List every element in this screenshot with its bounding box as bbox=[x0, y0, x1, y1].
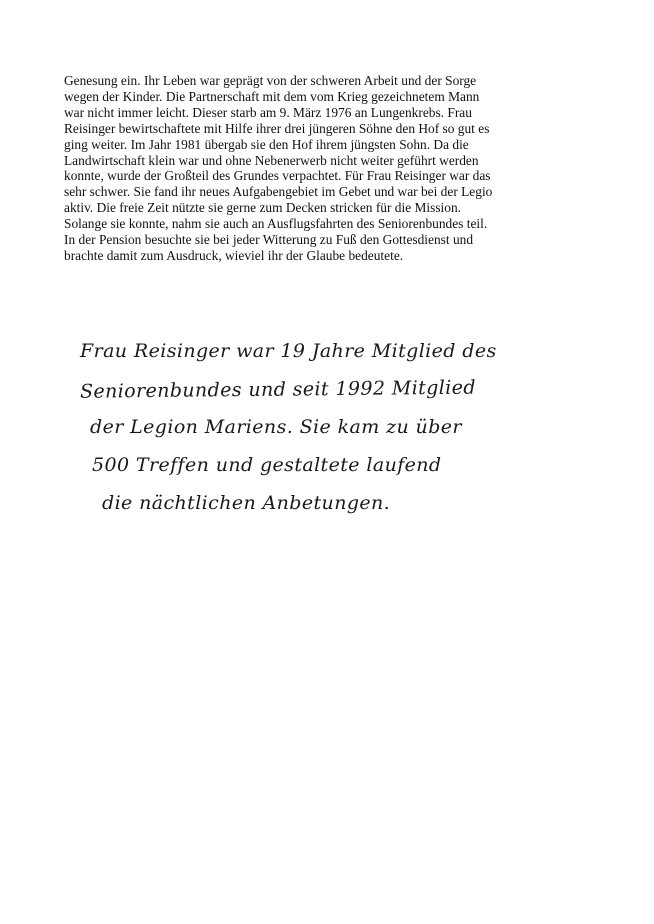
typed-line: brachte damit zum Ausdruck, wieviel ihr der Glaube bedeutete. bbox=[64, 247, 404, 263]
typed-line: Reisinger bewirtschaftete mit Hilfe ihrer drei jüngeren Söhne den Hof so gut es bbox=[64, 120, 490, 136]
typed-line: wegen der Kinder. Die Partnerschaft mit dem vom Krieg gezeichnetem Mann bbox=[64, 88, 480, 104]
typed-paragraph bbox=[64, 73, 594, 264]
handwritten-line: Frau Reisinger war 19 Jahre Mitglied des bbox=[80, 340, 497, 362]
typed-line: Landwirtschaft klein war und ohne Nebenerwerb nicht weiter geführt werden bbox=[64, 152, 479, 168]
typed-line: sehr schwer. Sie fand ihr neues Aufgabengebiet im Gebet und war bei der Legio bbox=[64, 184, 493, 200]
handwritten-line: der Legion Mariens. Sie kam zu über bbox=[90, 416, 462, 438]
typed-line: Genesung ein. Ihr Leben war geprägt von der schweren Arbeit und der Sorge bbox=[64, 73, 477, 88]
typed-line: konnte, wurde der Großteil des Grundes verpachtet. Für Frau Reisinger war das bbox=[64, 168, 491, 184]
handwritten-line: 500 Treffen und gestaltete laufend bbox=[92, 454, 442, 476]
typed-line: war nicht immer leicht. Dieser starb am 9. März 1976 an Lungenkrebs. Frau bbox=[64, 104, 472, 120]
handwritten-line: Seniorenbundes und seit 1992 Mitglied bbox=[79, 376, 477, 403]
typed-line: ging weiter. Im Jahr 1981 übergab sie den Hof ihrem jüngsten Sohn. Da die bbox=[64, 136, 469, 152]
handwritten-line: die nächtlichen Anbetungen. bbox=[102, 492, 391, 514]
typed-line: In der Pension besuchte sie bei jeder Witterung zu Fuß den Gottesdienst und bbox=[64, 232, 474, 248]
handwritten-note bbox=[80, 332, 600, 522]
typed-line: Solange sie konnte, nahm sie auch an Ausflugsfahrten des Seniorenbundes teil. bbox=[64, 216, 488, 232]
typed-line: aktiv. Die freie Zeit nützte sie gerne zum Decken stricken für die Mission. bbox=[64, 200, 461, 216]
